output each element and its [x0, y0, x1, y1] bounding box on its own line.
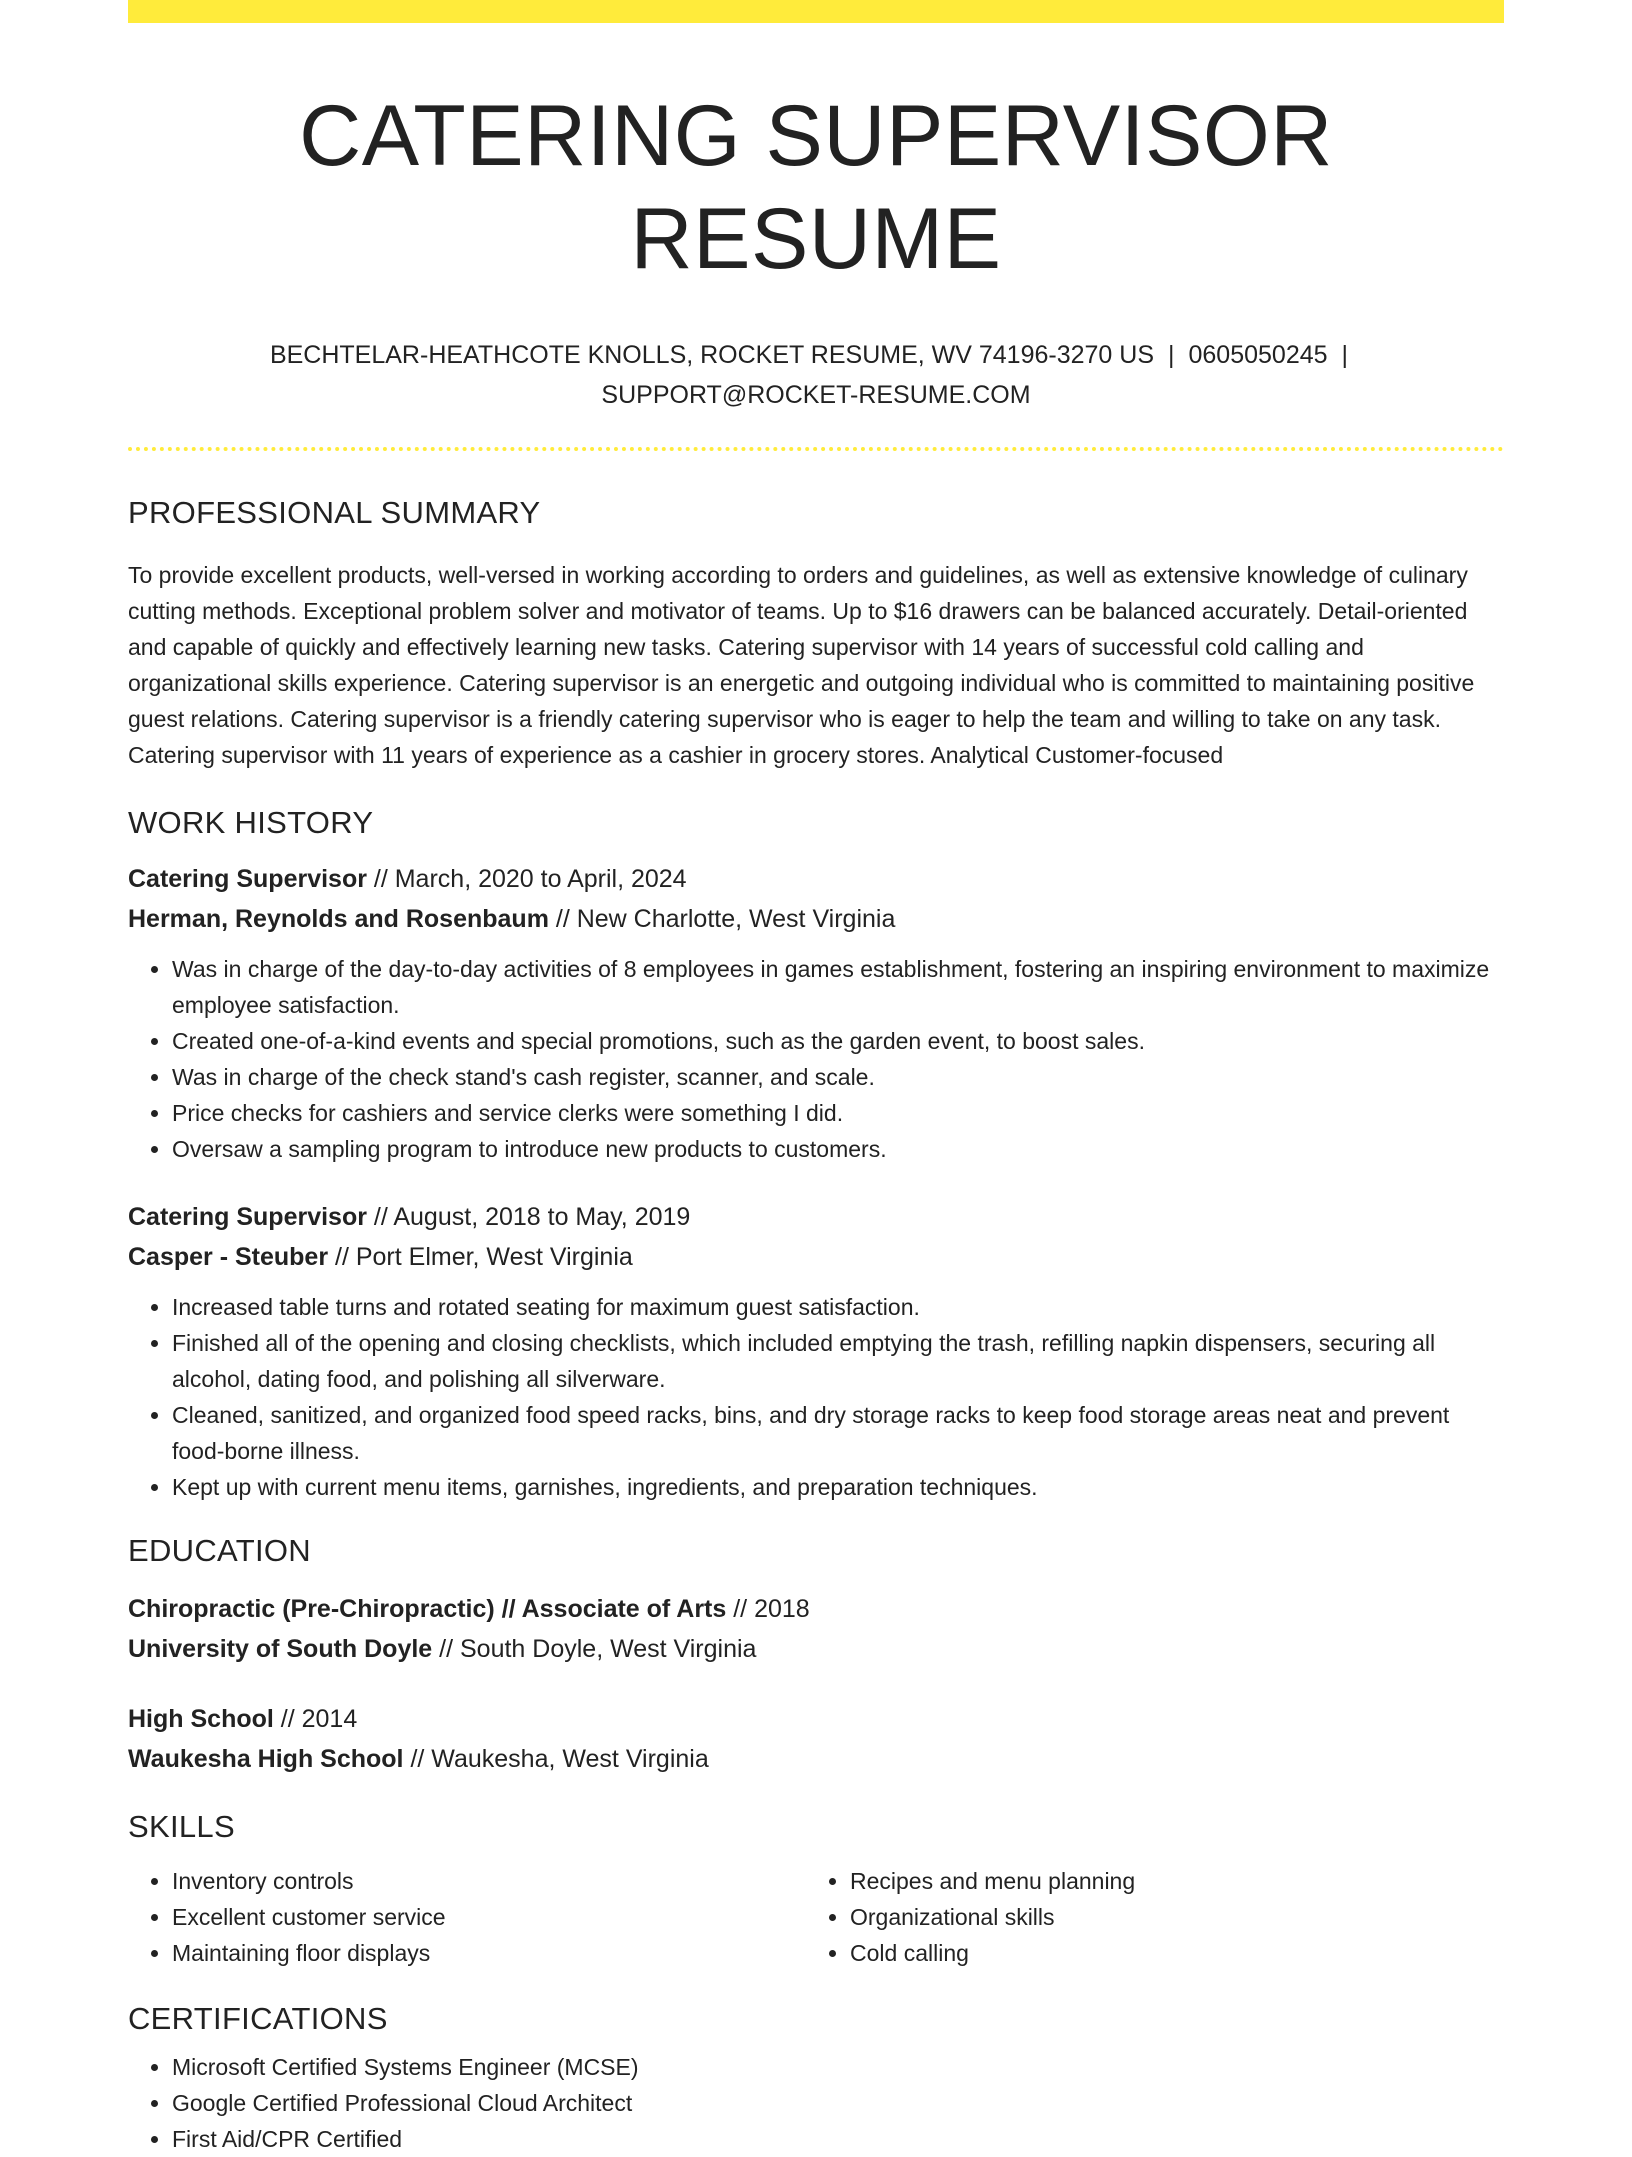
job-entry [128, 859, 1504, 1167]
contact-address: BECHTELAR-HEATHCOTE KNOLLS, ROCKET RESUME, WV 74196-3270 US [269, 341, 1154, 370]
contact-separator: | [1168, 341, 1175, 370]
list-item: • Finished all of the opening and closing checklists, which included emptying the trash, refilling napkin dispensers, securing all alcohol, dating food, and polishing all silverware. [172, 1325, 1504, 1397]
job-company: Casper - Steuber [128, 1243, 329, 1272]
school-line [128, 1629, 1504, 1669]
school-location: // Waukesha, West Virginia [403, 1745, 709, 1774]
list-item: • Excellent customer service [172, 1899, 806, 1935]
job-company-line [128, 1237, 1504, 1277]
list-item: • Microsoft Certified Systems Engineer (MCSE) [172, 2049, 1504, 2085]
contact-phone: 0605050245 [1188, 341, 1328, 370]
list-item: • Was in charge of the day-to-day activities of 8 employees in games establishment, fostering an inspiring environment to maximize employee satisfaction. [172, 951, 1504, 1023]
certifications-list [128, 2049, 1504, 2157]
list-item: • Oversaw a sampling program to introduce new products to customers. [172, 1131, 1504, 1167]
list-item: • First Aid/CPR Certified [172, 2121, 1504, 2157]
degree-line [128, 1589, 1504, 1629]
job-dates: // August, 2018 to May, 2019 [366, 1203, 691, 1232]
degree-line [128, 1699, 1504, 1739]
resume-page [128, 0, 1504, 2157]
school-name: University of South Doyle [128, 1635, 433, 1664]
job-dates: // March, 2020 to April, 2024 [366, 865, 687, 894]
skills-column-left [128, 1863, 806, 1971]
list-item: • Organizational skills [850, 1899, 1484, 1935]
education-entry [128, 1589, 1504, 1669]
degree: High School [128, 1705, 274, 1734]
job-bullets [128, 951, 1504, 1167]
dotted-divider [128, 447, 1504, 451]
degree-year: // 2014 [273, 1705, 358, 1734]
accent-top-bar [128, 0, 1504, 23]
skills-column-right [806, 1863, 1484, 1971]
job-title: Catering Supervisor [128, 1203, 367, 1232]
resume-title: CATERING SUPERVISOR RESUME [299, 88, 1333, 288]
list-item: • Increased table turns and rotated seating for maximum guest satisfaction. [172, 1289, 1504, 1325]
school-line [128, 1739, 1504, 1779]
job-location: // New Charlotte, West Virginia [548, 905, 896, 934]
list-item: • Kept up with current menu items, garnishes, ingredients, and preparation techniques. [172, 1469, 1504, 1505]
skills-heading: SKILLS [128, 1809, 235, 1845]
job-title-line [128, 1197, 1504, 1237]
school-name: Waukesha High School [128, 1745, 404, 1774]
list-item: • Price checks for cashiers and service clerks were something I did. [172, 1095, 1504, 1131]
list-item: • Cold calling [850, 1935, 1484, 1971]
work-history-heading: WORK HISTORY [128, 805, 374, 841]
list-item: • Maintaining floor displays [172, 1935, 806, 1971]
summary-heading: PROFESSIONAL SUMMARY [128, 495, 541, 531]
contact-separator: | [1341, 341, 1349, 370]
education-entry [128, 1699, 1504, 1779]
list-item: • Inventory controls [172, 1863, 806, 1899]
certifications-heading: CERTIFICATIONS [128, 2001, 388, 2037]
list-item: • Was in charge of the check stand's cash register, scanner, and scale. [172, 1059, 1504, 1095]
education-heading: EDUCATION [128, 1533, 311, 1569]
degree-year: // 2018 [726, 1595, 810, 1624]
list-item: • Created one-of-a-kind events and special promotions, such as the garden event, to boost sales. [172, 1023, 1504, 1059]
degree: Chiropractic (Pre-Chiropractic) // Associate of Arts [128, 1595, 727, 1624]
contact-email: SUPPORT@ROCKET-RESUME.COM [601, 381, 1031, 410]
job-location: // Port Elmer, West Virginia [328, 1243, 633, 1272]
job-entry [128, 1197, 1504, 1505]
job-title: Catering Supervisor [128, 865, 367, 894]
list-item: • Recipes and menu planning [850, 1863, 1484, 1899]
job-company-line [128, 899, 1504, 939]
summary-text: To provide excellent products, well-versed in working according to orders and guidelines, as well as extensive knowledge of culinary cutting methods. Exceptional problem solver and motivator of teams. Up to $16 drawers can be balanced accurately. Detail-oriented and capable of quickly and effectively learning new tasks. Catering supervisor with 14 years of successful cold calling and organizational skills experience. Catering supervisor is an energetic and outgoing individual who is committed to maintaining positive guest relations. Catering supervisor is a friendly catering supervisor who is eager to help the team and willing to take on any task. Catering supervisor with 11 years of experience as a cashier in grocery stores. Analytical Customer-focused [128, 562, 1475, 769]
list-item: • Google Certified Professional Cloud Architect [172, 2085, 1504, 2121]
skills-grid [128, 1863, 1504, 1971]
list-item: • Cleaned, sanitized, and organized food speed racks, bins, and dry storage racks to keep food storage areas neat and prevent food-borne illness. [172, 1397, 1504, 1469]
job-company: Herman, Reynolds and Rosenbaum [128, 905, 549, 934]
contact-info [128, 335, 1504, 415]
job-bullets [128, 1289, 1504, 1505]
school-location: // South Doyle, West Virginia [432, 1635, 757, 1664]
job-title-line [128, 859, 1504, 899]
